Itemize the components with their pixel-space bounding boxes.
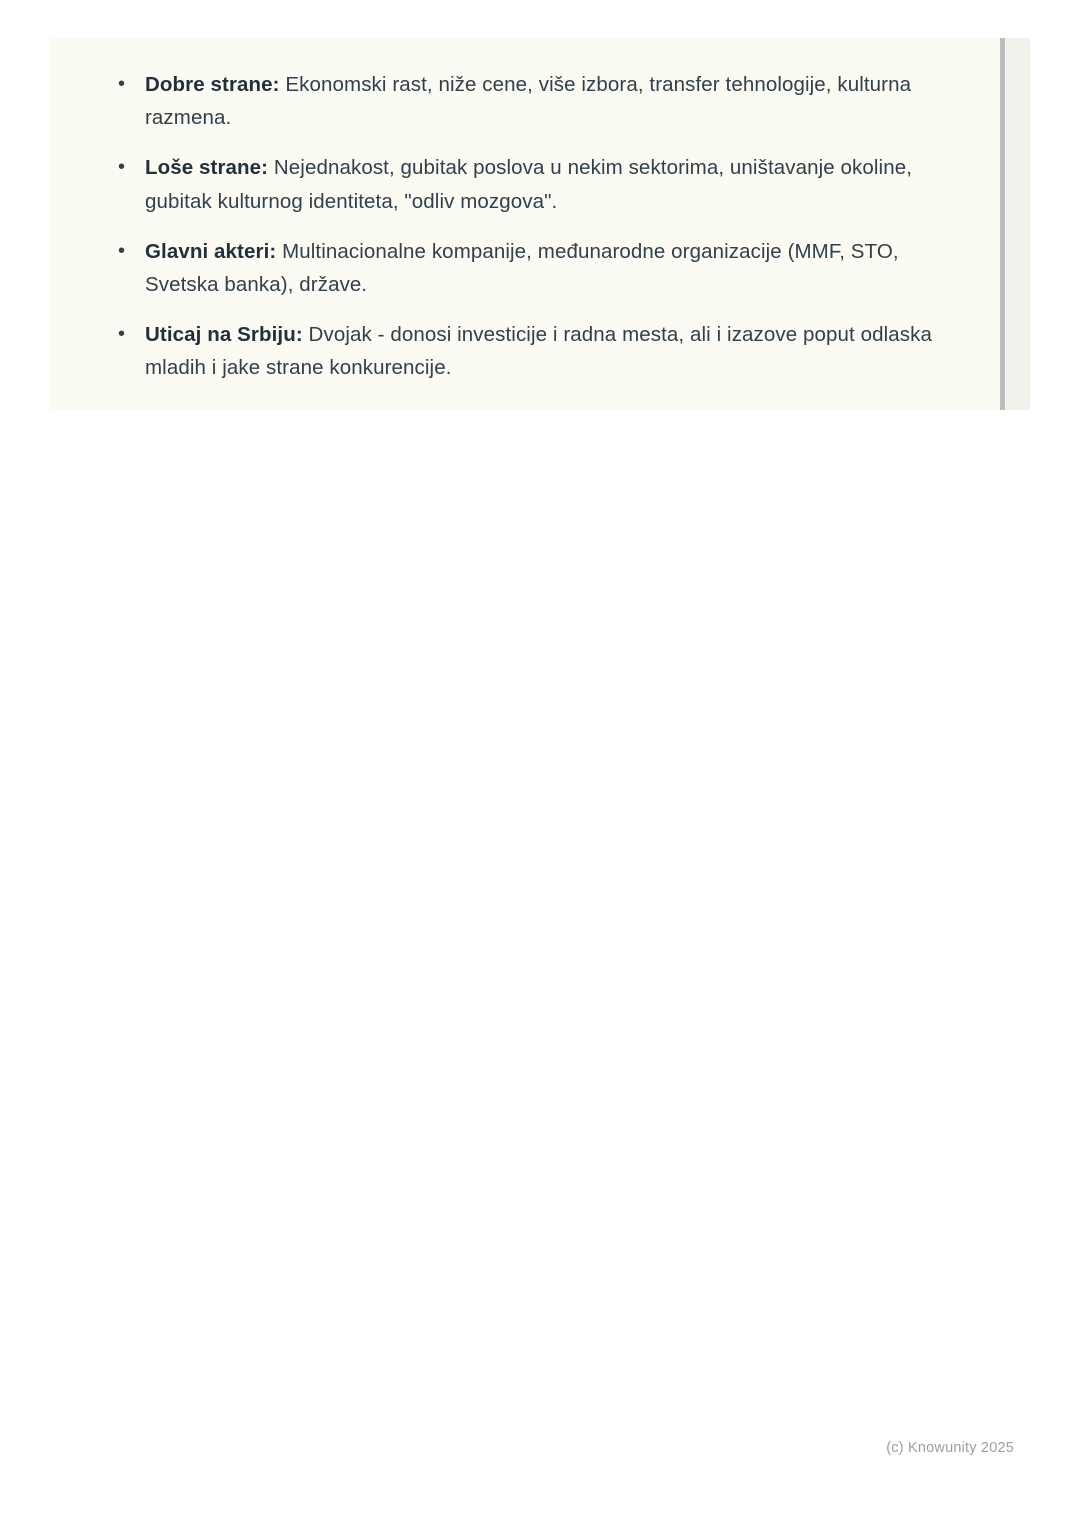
bullet-point-icon: • xyxy=(118,73,126,95)
list-item-lead: Dobre strane: xyxy=(145,73,280,96)
list-item-lead: Uticaj na Srbiju: xyxy=(145,323,303,347)
scrollbar-thumb[interactable] xyxy=(1000,38,1005,410)
list-item-text: Multinacionalne kompanije, međunarodne organizacije (MMF, STO, Svetska banka), države. xyxy=(145,239,899,297)
list-item xyxy=(118,68,960,134)
bullet-point-icon: • xyxy=(118,156,126,179)
note-card xyxy=(50,38,1030,410)
bullet-point-icon: • xyxy=(118,239,126,262)
list-item xyxy=(118,151,960,217)
bullet-point-icon: • xyxy=(118,323,126,346)
list-item-text: Ekonomski rast, niže cene, više izbora, transfer tehnologije, kulturna razmena. xyxy=(145,73,912,130)
scrollbar-track[interactable] xyxy=(1000,38,1030,410)
bullet-list xyxy=(50,38,1030,385)
list-item xyxy=(118,235,960,301)
footer-copyright: (c) Knowunity 2025 xyxy=(886,1440,1014,1456)
list-item-lead: Glavni akteri: xyxy=(145,239,277,263)
list-item-lead: Loše strane: xyxy=(145,156,269,180)
list-item-text: Nejednakost, gubitak poslova u nekim sektorima, uništavanje okoline, gubitak kulturnog identiteta, "odliv mozgova". xyxy=(145,156,913,213)
list-item-text: Dvojak - donosi investicije i radna mesta, ali i izazove poput odlaska mladih i jake strane konkurencije. xyxy=(145,323,933,380)
list-item xyxy=(118,318,960,384)
